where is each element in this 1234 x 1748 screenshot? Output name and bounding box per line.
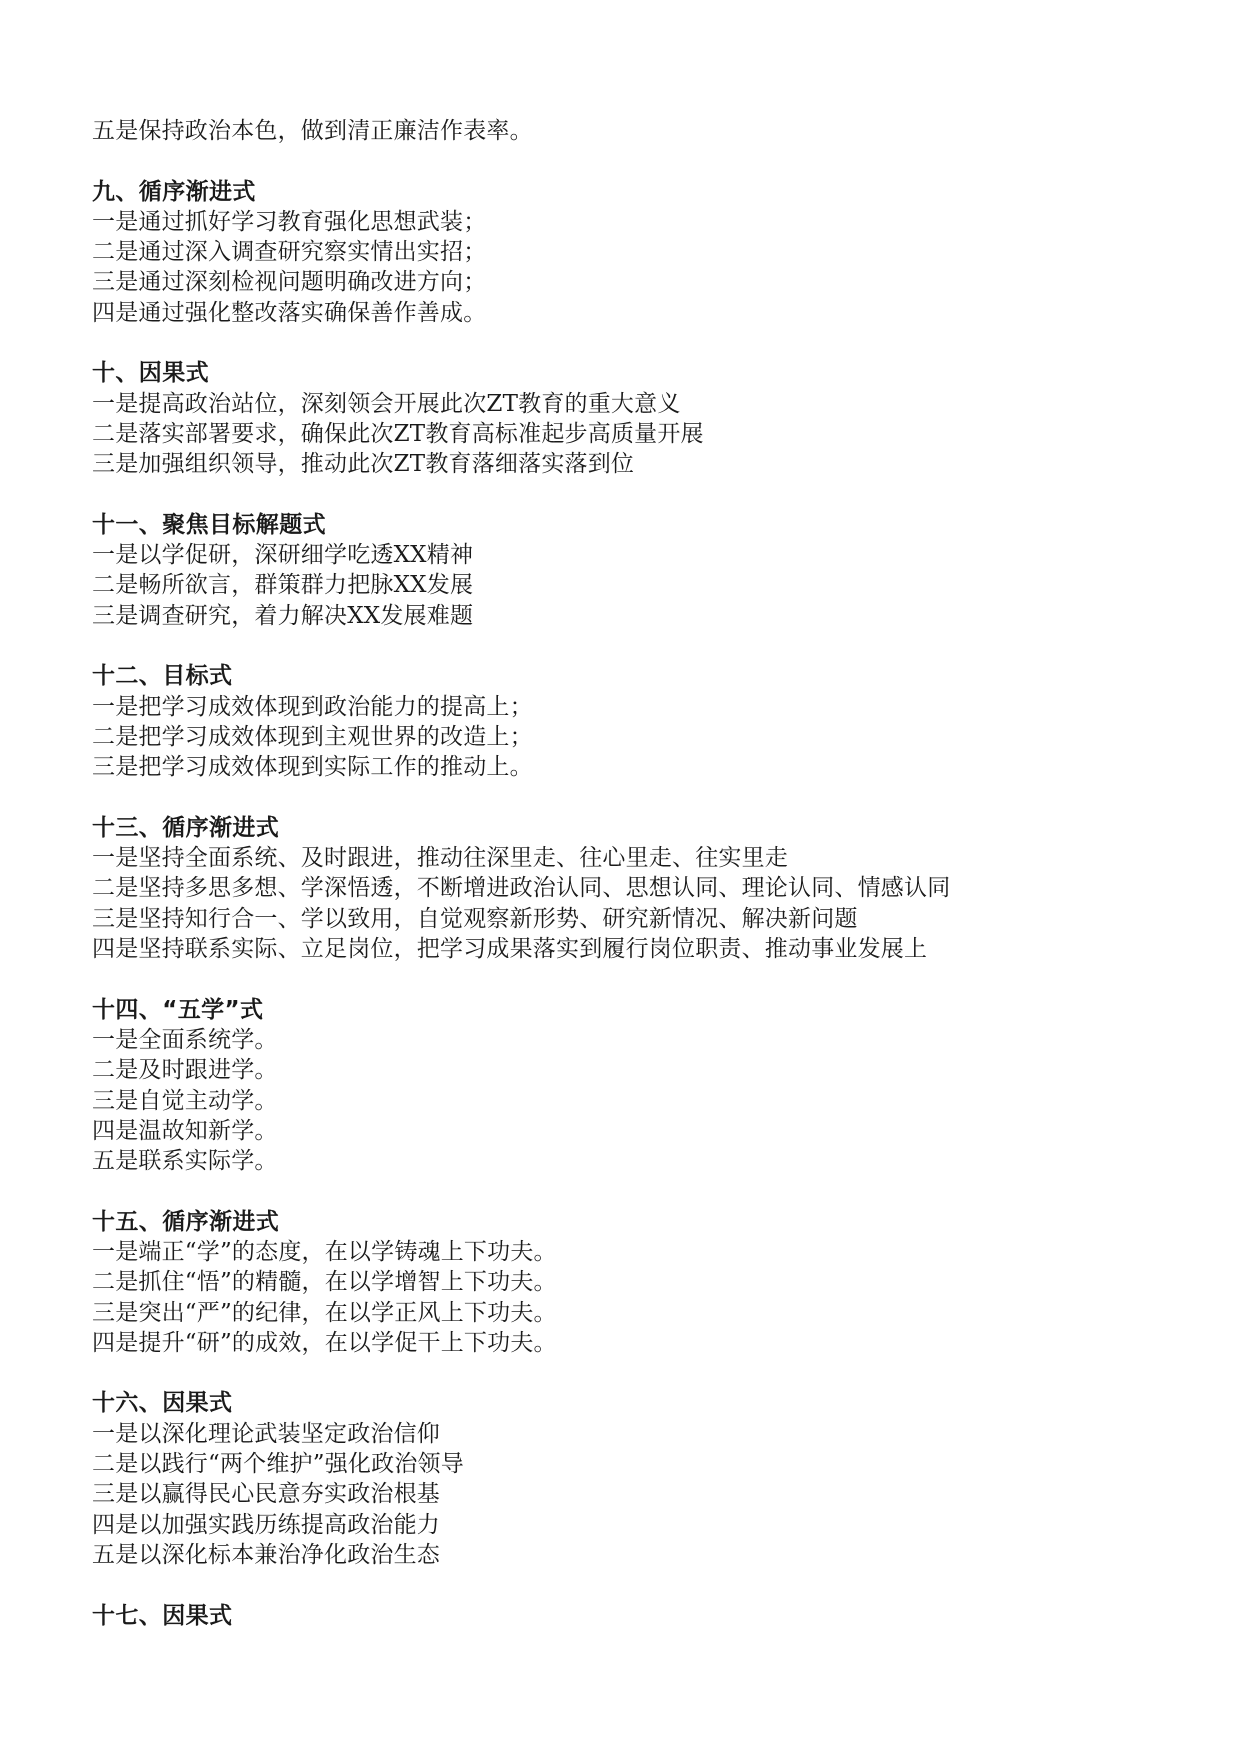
section-heading: 十、因果式 [92,360,209,387]
body-line: 二是把学习成效体现到主观世界的改造上； [92,723,533,750]
body-line: 三是把学习成效体现到实际工作的推动上。 [92,754,533,781]
body-line: 四是提升“研”的成效，在以学促干上下功夫。 [92,1329,557,1356]
body-line: 一是全面系统学。 [92,1026,278,1053]
paragraph-gap [92,631,1152,661]
body-line: 三是以赢得民心民意夯实政治根基 [92,1481,440,1508]
paragraph-gap [92,783,1152,813]
section-14 [92,995,1152,1177]
body-line: 一是以深化理论武装坚定政治信仰 [92,1420,440,1447]
section-17 [92,1601,1152,1631]
document-page [92,116,1152,1631]
section-heading: 十二、目标式 [92,663,233,690]
section-heading: 十五、循序渐进式 [92,1208,280,1235]
body-line: 三是自觉主动学。 [92,1087,278,1114]
body-line: 一是端正“学”的态度，在以学铸魂上下功夫。 [92,1238,557,1265]
section-heading: 九、循序渐进式 [92,178,256,205]
section-12 [92,661,1152,782]
section-heading: 十三、循序渐进式 [92,814,280,841]
body-line: 四是通过强化整改落实确保善作善成。 [92,299,487,326]
body-line: 一是以学促研，深研细学吃透XX精神 [92,542,474,569]
paragraph-gap [92,146,1152,176]
body-line: 二是落实部署要求，确保此次ZT教育高标准起步高质量开展 [92,420,704,447]
section-16 [92,1388,1152,1570]
section-heading: 十四、“五学”式 [92,996,264,1023]
body-line: 三是调查研究，着力解决XX发展难题 [92,602,474,629]
section-15 [92,1207,1152,1358]
paragraph-gap [92,328,1152,358]
paragraph-gap [92,1570,1152,1600]
body-line: 一是坚持全面系统、及时跟进，推动往深里走、往心里走、往实里走 [92,845,788,872]
body-line: 四是以加强实践历练提高政治能力 [92,1511,440,1538]
section-11 [92,510,1152,631]
body-line: 五是保持政治本色，做到清正廉洁作表率。 [92,118,533,144]
section-13 [92,813,1152,964]
paragraph-gap [92,964,1152,994]
body-line: 二是及时跟进学。 [92,1057,278,1084]
body-line: 三是通过深刻检视问题明确改进方向； [92,269,487,296]
body-line: 四是温故知新学。 [92,1117,278,1144]
body-line: 二是通过深入调查研究察实情出实招； [92,239,487,266]
body-line: 一是把学习成效体现到政治能力的提高上； [92,693,533,720]
body-line: 一是提高政治站位，深刻领会开展此次ZT教育的重大意义 [92,390,681,417]
paragraph-gap [92,480,1152,510]
body-line: 三是突出“严”的纪律，在以学正风上下功夫。 [92,1299,557,1326]
body-line: 五是联系实际学。 [92,1148,278,1175]
section-heading: 十六、因果式 [92,1390,233,1417]
body-line: 二是坚持多思多想、学深悟透，不断增进政治认同、思想认同、理论认同、情感认同 [92,875,951,902]
section-heading: 十一、聚焦目标解题式 [92,511,326,538]
paragraph-gap [92,1358,1152,1388]
section-heading: 十七、因果式 [92,1602,233,1629]
body-line: 三是坚持知行合一、学以致用，自觉观察新形势、研究新情况、解决新问题 [92,905,858,932]
paragraph-gap [92,1176,1152,1206]
section-10 [92,358,1152,479]
body-line: 一是通过抓好学习教育强化思想武装； [92,208,487,235]
body-line: 五是以深化标本兼治净化政治生态 [92,1541,440,1568]
section-9 [92,177,1152,328]
body-line: 三是加强组织领导，推动此次ZT教育落细落实落到位 [92,451,635,478]
body-line: 二是抓住“悟”的精髓，在以学增智上下功夫。 [92,1269,557,1296]
body-line: 四是坚持联系实际、立足岗位，把学习成果落实到履行岗位职责、推动事业发展上 [92,936,928,963]
body-line: 二是以践行“两个维护”强化政治领导 [92,1451,464,1478]
body-line: 二是畅所欲言，群策群力把脉XX发展 [92,572,474,599]
